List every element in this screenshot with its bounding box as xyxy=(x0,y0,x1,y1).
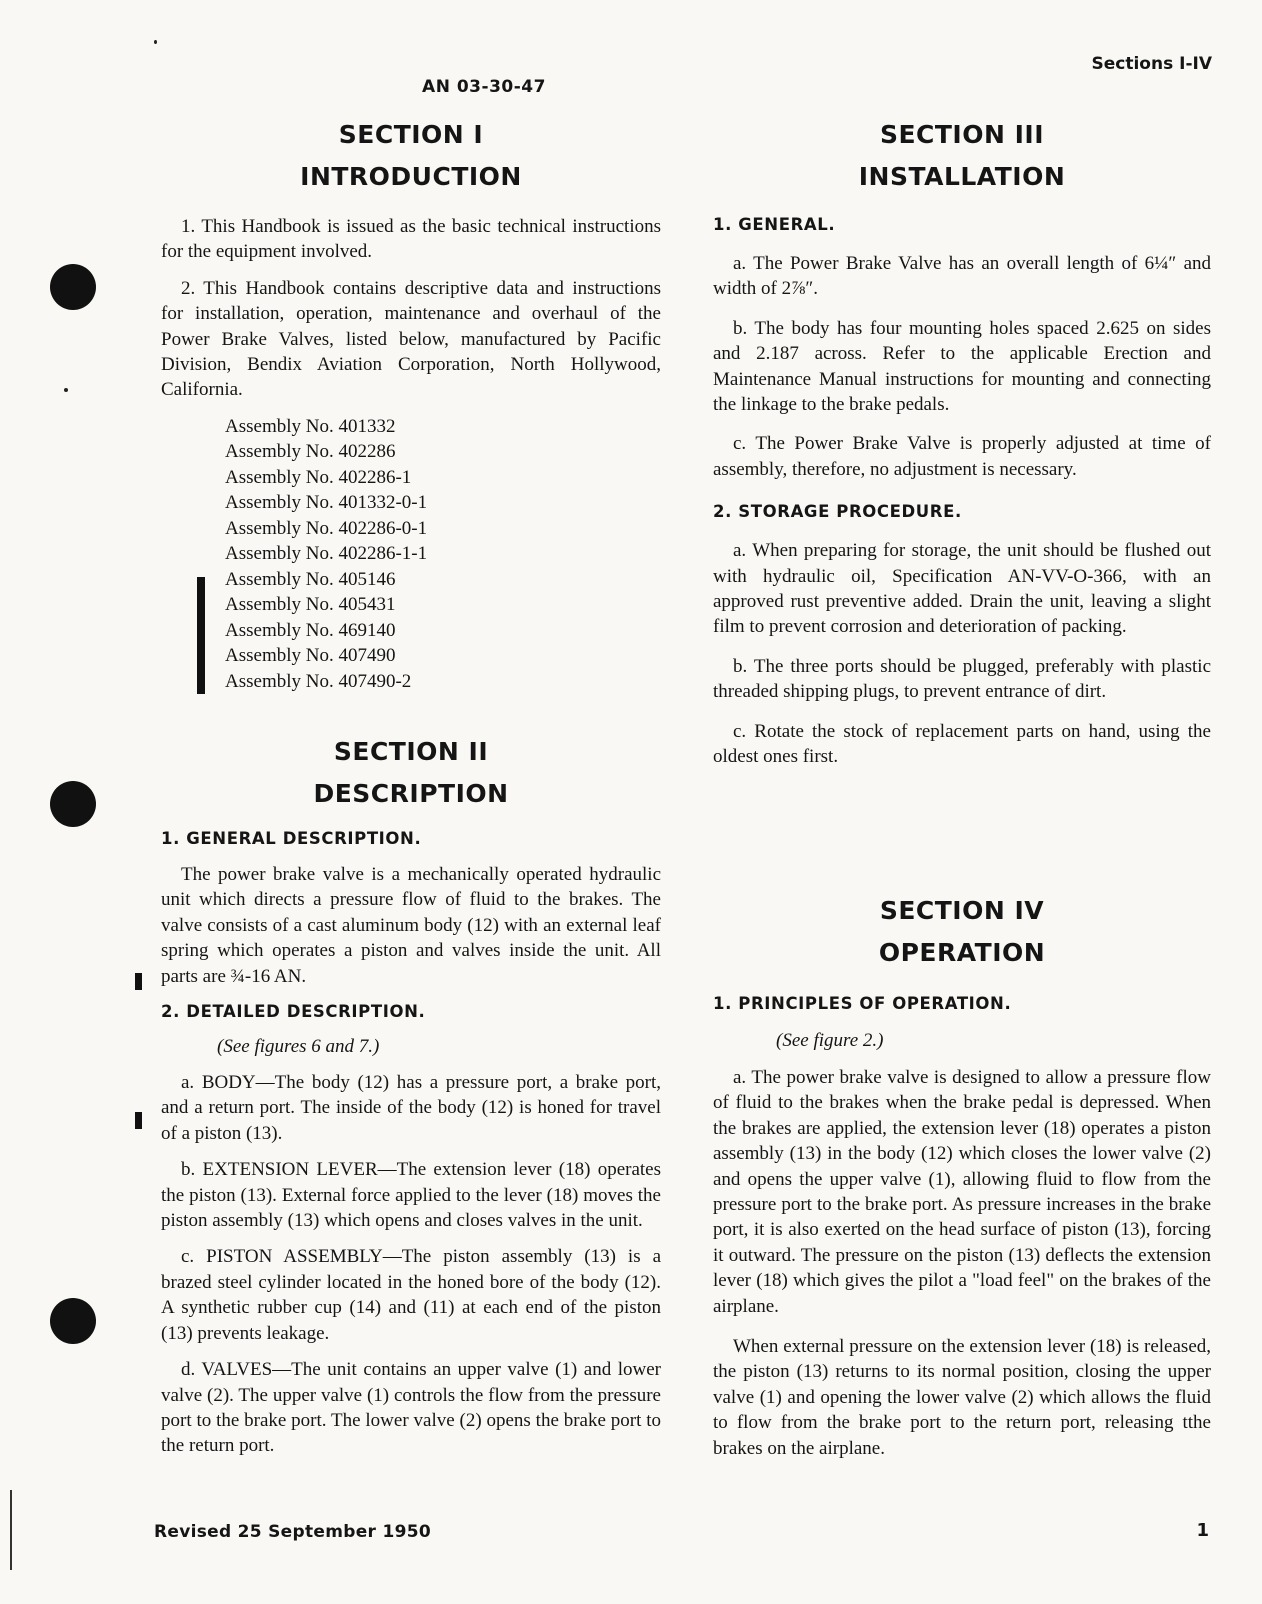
detailed-description-heading: 2. DETAILED DESCRIPTION. xyxy=(161,1002,426,1022)
installation-general-heading: 1. GENERAL. xyxy=(713,215,836,234)
assembly-item: Assembly No. 401332 xyxy=(225,415,396,437)
intro-paragraph-2: 2. This Handbook contains descriptive data and instructions for installation, operation, maintenance and overhaul of the Power Brake Valves, listed below, manufactured by Pacific Division, Bendix Aviation Corporation, North Hollywood, California. xyxy=(161,277,661,401)
assembly-item: Assembly No. 407490 xyxy=(225,645,396,667)
operation-para-a: a. The power brake valve is designed to allow a pressure flow of fluid to the brakes when the brake pedal is depressed. When the brakes are applied, the extension lever (18) operates a piston assembly (13) in the body (12) which closes the lower valve (2) and opens the upper valve (1), allowing fluid to flow from the pressure port to the brake port. As pressure increases in the brake port, it is also exerted on the head surface of piston (13), forcing it outward. The pressure on the piston (13) deflects the extension lever (18) which gives the pilot a "load feel" on the brakes of the airplane. xyxy=(713,1067,1211,1317)
section-4-title: OPERATION xyxy=(878,938,1046,967)
punch-hole-middle xyxy=(50,781,96,827)
section-1-title: INTRODUCTION xyxy=(300,162,522,191)
storage-para-b: b. The three ports should be plugged, preferably with plastic threaded shipping plugs, to prevent entrance of dirt. xyxy=(713,655,1211,703)
intro-paragraph-1: 1. This Handbook is issued as the basic technical instructions for the equipment involved. xyxy=(161,216,661,263)
left-column xyxy=(161,114,661,694)
speck xyxy=(154,40,157,44)
assembly-list xyxy=(225,414,661,695)
speck xyxy=(64,388,68,392)
margin-line xyxy=(10,1490,12,1570)
piston-assembly-paragraph: c. PISTON ASSEMBLY—The piston assembly (13) is a brazed steel cylinder located in the honed bore of the body (12). A synthetic rubber cup (14) and (11) at each end of the piston (13) prevents leakage. xyxy=(161,1246,661,1344)
assembly-item: Assembly No. 401332-0-1 xyxy=(225,492,428,514)
punch-hole-bottom xyxy=(50,1298,96,1344)
right-column xyxy=(713,114,1211,770)
document-number: AN 03-30-47 xyxy=(422,77,546,97)
installation-para-c: c. The Power Brake Valve is properly adjusted at time of assembly, therefore, no adjustment is necessary. xyxy=(713,433,1211,480)
valves-paragraph: d. VALVES—The unit contains an upper valve (1) and lower valve (2). The upper valve (1) controls the flow from the pressure port to the brake port. The lower valve (2) opens the brake port to the return port. xyxy=(161,1359,661,1457)
section-3-number: SECTION III xyxy=(879,120,1045,149)
installation-para-b: b. The body has four mounting holes spaced 2.625 on sides and 2.187 across. Refer to the applicable Erection and Maintenance Manual instructions for mounting and connecting the linkage to the brake pedals. xyxy=(713,317,1211,416)
section-4-number: SECTION IV xyxy=(879,896,1045,925)
assembly-item: Assembly No. 407490-2 xyxy=(225,670,412,692)
see-figure-note: (See figure 2.) xyxy=(776,1030,884,1051)
left-column-section-2 xyxy=(161,731,661,1459)
extension-lever-paragraph: b. EXTENSION LEVER—The extension lever (18) operates the piston (13). External force applied to the lever (18) moves the piston assembly (13) which opens and closes valves in the unit. xyxy=(161,1159,661,1232)
see-figures-note: (See figures 6 and 7.) xyxy=(217,1036,380,1058)
section-2-title: DESCRIPTION xyxy=(313,779,509,808)
assembly-item: Assembly No. 405146 xyxy=(225,568,396,590)
section-2-number: SECTION II xyxy=(333,737,489,766)
assembly-item: Assembly No. 402286-1-1 xyxy=(225,543,428,565)
right-column-section-4 xyxy=(713,890,1211,1461)
storage-para-a: a. When preparing for storage, the unit should be flushed out with hydraulic oil, Specification AN-VV-O-366, with an approved rust preventive added. Drain the unit, leaving a slight film to prevent corrosion and deterioration of packing. xyxy=(713,540,1211,638)
body-paragraph: a. BODY—The body (12) has a pressure port, a brake port, and a return port. The inside of the body (12) is honed for travel of a piston (13). xyxy=(161,1072,661,1144)
section-range-header: Sections I-IV xyxy=(1091,54,1212,74)
storage-procedure-heading: 2. STORAGE PROCEDURE. xyxy=(713,502,962,522)
assembly-item: Assembly No. 405431 xyxy=(225,594,396,616)
principles-heading: 1. PRINCIPLES OF OPERATION. xyxy=(713,994,1012,1013)
storage-para-c: c. Rotate the stock of replacement parts on hand, using the oldest ones first. xyxy=(713,720,1211,768)
general-description-heading: 1. GENERAL DESCRIPTION. xyxy=(161,829,422,848)
assembly-item: Assembly No. 469140 xyxy=(225,619,396,641)
section-3-title: INSTALLATION xyxy=(858,162,1066,191)
assembly-item: Assembly No. 402286-0-1 xyxy=(225,517,428,539)
section-1-number: SECTION I xyxy=(338,120,484,149)
punch-hole-top xyxy=(50,264,96,310)
revision-date: Revised 25 September 1950 xyxy=(154,1522,431,1542)
change-bar-general xyxy=(135,973,142,990)
assembly-item: Assembly No. 402286-1 xyxy=(225,466,412,488)
general-description-text: The power brake valve is a mechanically operated hydraulic unit which directs a pressure flow of fluid to the brakes. The valve consists of a cast aluminum body (12) with an external leaf spring which operates a piston and valves inside the unit. All parts are ¾-16 AN. xyxy=(161,864,661,987)
installation-para-a: a. The Power Brake Valve has an overall length of 6¼″ and width of 2⅞″. xyxy=(713,253,1211,300)
page-number: 1 xyxy=(1196,1520,1209,1541)
assembly-item: Assembly No. 402286 xyxy=(225,441,396,463)
operation-release-para: When external pressure on the extension lever (18) is released, the piston (13) returns to its normal position, closing the upper valve (1) and opening the lower valve (2) which allows the fluid to flow from the brake port to the return port, releasing tthe brakes on the airplane. xyxy=(713,1336,1211,1459)
change-bar-body xyxy=(135,1112,142,1129)
